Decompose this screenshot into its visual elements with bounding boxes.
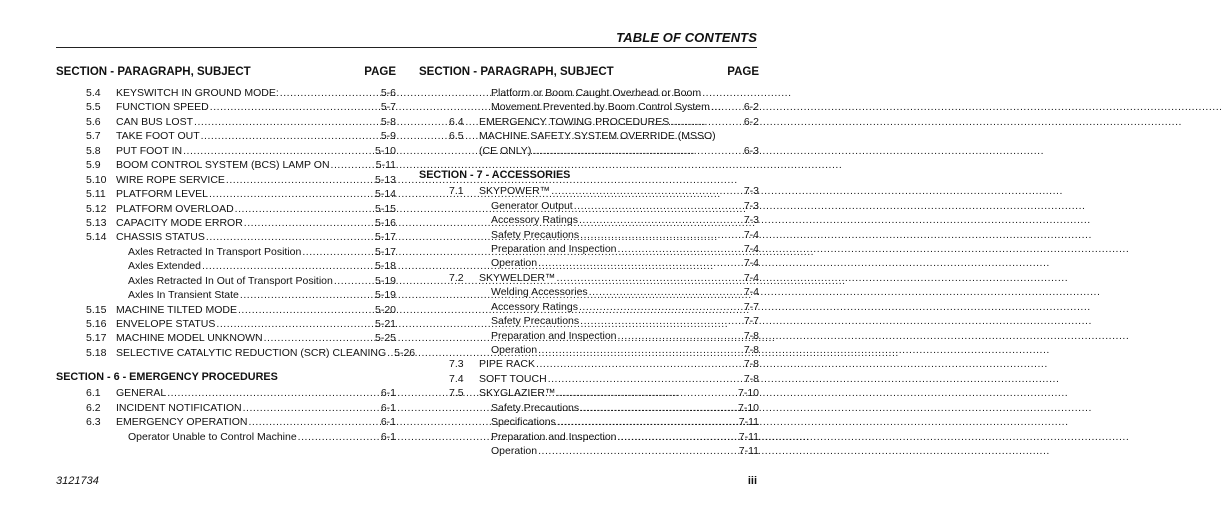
toc-entry[interactable]: [56, 158, 396, 172]
toc-entry-line: [491, 242, 759, 256]
toc-entry-page: 5-18: [374, 260, 396, 273]
toc-entry[interactable]: [419, 415, 759, 429]
toc-entry-title: SELECTIVE CATALYTIC REDUCTION (SCR) CLEANING: [116, 346, 387, 359]
toc-entry-page: 5-13: [374, 173, 396, 186]
toc-entry-number: 5.6: [86, 115, 101, 128]
dot-leader: [548, 372, 743, 386]
toc-entry-line: [116, 144, 396, 158]
toc-entry[interactable]: [56, 259, 396, 273]
toc-entry-page: 5-17: [374, 231, 396, 244]
toc-entry[interactable]: [419, 357, 759, 371]
toc-entry-page: 5-19: [374, 289, 396, 302]
toc-entry-number: 5.4: [86, 87, 101, 99]
toc-entry[interactable]: [56, 401, 396, 415]
toc-entry-line: [491, 415, 759, 429]
toc-column-right: [419, 64, 759, 459]
header-rule: [56, 47, 757, 48]
toc-entry-page: 5-26: [394, 346, 416, 359]
toc-entry-number: 5.8: [86, 144, 101, 157]
toc-entry-title: SKYWELDER™: [479, 271, 556, 284]
toc-entry-title: Safety Precautions: [491, 401, 580, 414]
toc-entry-page: 6-2: [743, 115, 759, 128]
toc-entry-line: [491, 314, 759, 328]
toc-entry-line: [116, 173, 396, 187]
toc-entry-line: [479, 115, 759, 129]
toc-entry[interactable]: [56, 386, 396, 400]
toc-entry[interactable]: [56, 288, 396, 302]
dot-leader: [331, 158, 375, 172]
dot-leader: [209, 187, 374, 201]
dot-leader: [538, 444, 738, 458]
dot-leader: [183, 144, 374, 158]
dot-leader: [557, 415, 738, 429]
dot-leader: [264, 331, 374, 345]
toc-entry-line: [479, 271, 759, 285]
toc-entry-line: [491, 86, 759, 100]
toc-entry-title: Accessory Ratings: [491, 300, 578, 313]
section-6-heading[interactable]: SECTION - 6 - EMERGENCY PROCEDURES: [56, 371, 278, 384]
toc-entry-title: Accessory Ratings: [491, 214, 578, 227]
column-header: [56, 64, 396, 80]
toc-entry-line: [116, 216, 396, 230]
toc-entry[interactable]: [56, 415, 396, 429]
toc-entry-line: [491, 401, 759, 415]
toc-entry-title: CHASSIS STATUS: [116, 231, 205, 244]
toc-entry-line: [116, 386, 396, 400]
toc-list-section6-cont: [419, 86, 759, 158]
toc-entry-number: 5.18: [86, 346, 107, 359]
toc-entry-line: [116, 346, 416, 360]
toc-entry-page: 7-4: [743, 271, 759, 284]
toc-entry-number: 7.4: [449, 372, 464, 385]
toc-entry-number: 5.12: [86, 202, 107, 215]
toc-entry[interactable]: [56, 216, 396, 230]
toc-entry-page: 6-2: [743, 101, 759, 114]
toc-entry-line: [491, 343, 759, 357]
toc-entry-title: MACHINE SAFETY SYSTEM OVERRIDE (MSSO): [479, 130, 716, 143]
toc-entry-title: Safety Precautions: [491, 228, 580, 241]
toc-entry-page: 7-11: [738, 445, 759, 458]
toc-entry[interactable]: [419, 430, 759, 444]
toc-entry-title: PIPE RACK: [479, 358, 536, 371]
toc-entry[interactable]: [56, 346, 416, 360]
toc-entry-title: Preparation and Inspection: [491, 242, 617, 255]
toc-entry-title: Generator Output: [491, 199, 573, 212]
toc-entry-title: MACHINE TILTED MODE: [116, 303, 237, 316]
toc-entry-line: [116, 86, 396, 100]
toc-entry-number: 5.13: [86, 216, 107, 229]
column-header: [419, 64, 759, 80]
dot-leader: [711, 100, 743, 114]
toc-entry-title: TAKE FOOT OUT: [116, 130, 200, 143]
toc-entry-title: Operation: [491, 445, 538, 458]
toc-entry[interactable]: [419, 213, 759, 227]
dot-leader: [334, 274, 374, 288]
toc-entry-title: Operation: [491, 344, 538, 356]
toc-entry-line: [491, 300, 759, 314]
toc-entry-number: 7.3: [449, 358, 464, 371]
dot-leader: [580, 228, 743, 242]
toc-entry-page: 7-4: [743, 286, 759, 299]
toc-entry-title: SKYPOWER™: [479, 185, 551, 198]
toc-entry-line: [116, 303, 396, 317]
toc-entry[interactable]: [419, 256, 759, 270]
toc-entry-title: Preparation and Inspection: [491, 430, 617, 443]
dot-leader: [579, 300, 743, 314]
toc-entry-page: 7-4: [743, 242, 759, 255]
toc-entry[interactable]: [419, 144, 759, 158]
toc-list-section5: [56, 86, 416, 360]
toc-entry-title: GENERAL: [116, 387, 167, 400]
toc-entry-page: 5-9: [380, 130, 396, 143]
toc-entry-title: Specifications: [491, 416, 556, 429]
toc-entry-line: [116, 317, 396, 331]
toc-entry[interactable]: [56, 144, 396, 158]
toc-entry-line: [128, 430, 396, 444]
toc-entry-title: CAPACITY MODE ERROR: [116, 216, 243, 229]
dot-leader: [556, 386, 737, 400]
toc-entry[interactable]: [419, 100, 759, 114]
toc-entry-line: [116, 115, 396, 129]
toc-entry[interactable]: [419, 228, 759, 242]
toc-entry-title: BOOM CONTROL SYSTEM (BCS) LAMP ON: [116, 159, 330, 172]
toc-list-section7: [419, 184, 759, 458]
toc-entry-title: Platform or Boom Caught Overhead or Boom: [491, 87, 702, 99]
toc-entry-line: [116, 158, 396, 172]
toc-entry-title: Operation: [491, 257, 538, 270]
toc-entry-number: 6.1: [86, 387, 101, 400]
toc-entry-title: Preparation and Inspection: [491, 329, 617, 342]
toc-entry-title: SOFT TOUCH: [479, 372, 547, 385]
toc-entry-page: 7-8: [743, 372, 759, 385]
dot-leader: [226, 173, 374, 187]
toc-entry-number: 5.5: [86, 101, 101, 114]
toc-entry-line: [479, 357, 759, 371]
toc-entry-number: 5.14: [86, 231, 107, 244]
dot-leader: [551, 184, 743, 198]
toc-entry-page: 6-1: [380, 401, 396, 414]
toc-entry-line: [479, 386, 759, 400]
toc-entry-line: [491, 100, 759, 114]
toc-entry-line: [116, 100, 396, 114]
toc-entry-page: 7-3: [743, 185, 759, 198]
toc-entry-page: 5-21: [374, 318, 396, 330]
dot-leader: [201, 129, 380, 143]
toc-entry-line: [128, 274, 396, 288]
toc-entry-line: [491, 213, 759, 227]
toc-entry[interactable]: [56, 187, 396, 201]
toc-entry-title: Movement Prevented by Boom Control System: [491, 101, 710, 114]
toc-entry-title: FUNCTION SPEED: [116, 101, 209, 114]
toc-entry-page: 6-1: [380, 430, 396, 443]
toc-entry-line: [491, 199, 759, 213]
dot-leader: [589, 285, 743, 299]
toc-entry-line: [491, 228, 759, 242]
toc-entry-page: 5-10: [374, 144, 396, 157]
toc-entry-line: [116, 230, 396, 244]
dot-leader: [298, 430, 380, 444]
toc-entry[interactable]: [56, 245, 396, 259]
toc-entry-number: 7.2: [449, 271, 464, 284]
toc-entry-title: Welding Accessories: [491, 286, 588, 299]
toc-entry-page: 7-4: [743, 228, 759, 241]
toc-entry-line: [128, 288, 396, 302]
toc-entry[interactable]: [56, 86, 396, 100]
toc-entry-page: 5-15: [374, 202, 396, 215]
toc-entry[interactable]: [419, 329, 759, 343]
dot-leader: [574, 199, 743, 213]
dot-leader: [216, 317, 374, 331]
toc-entry-line: [491, 285, 759, 299]
toc-entry[interactable]: [56, 230, 396, 244]
dot-leader: [579, 213, 743, 227]
toc-entry-line: [491, 430, 759, 444]
dot-leader: [248, 415, 379, 429]
toc-entry-page: 6-1: [380, 387, 396, 400]
page-header-title: TABLE OF CONTENTS: [616, 30, 757, 45]
toc-entry-page: 6-3: [743, 144, 759, 157]
toc-entry-line: [128, 259, 396, 273]
toc-entry[interactable]: [56, 202, 396, 216]
toc-entry-line: [116, 129, 396, 143]
section-7-heading[interactable]: SECTION - 7 - ACCESSORIES: [419, 169, 571, 182]
toc-entry-title: Axles Extended: [128, 260, 201, 273]
dot-leader: [580, 314, 743, 328]
dot-leader: [235, 202, 374, 216]
toc-entry[interactable]: [419, 242, 759, 256]
dot-leader: [387, 346, 393, 360]
dot-leader: [618, 430, 738, 444]
toc-list-section6: [56, 386, 396, 444]
toc-entry-title: MACHINE MODEL UNKNOWN: [116, 332, 263, 345]
toc-entry-page: 5-6: [380, 87, 396, 99]
dot-leader: [670, 115, 743, 129]
dot-leader: [240, 288, 374, 302]
toc-entry-page: 7-7: [743, 300, 759, 313]
toc-entry-title: KEYSWITCH IN GROUND MODE:: [116, 87, 279, 99]
toc-entry-page: 5-7: [380, 101, 396, 114]
toc-entry-title: CAN BUS LOST: [116, 115, 194, 128]
toc-entry-page: 5-11: [375, 159, 396, 172]
dot-leader: [210, 100, 380, 114]
toc-entry-line: [479, 129, 759, 143]
dot-leader: [536, 357, 743, 371]
toc-entry-number: 6.3: [86, 416, 101, 429]
toc-entry-line: [491, 256, 759, 270]
toc-entry-page: 5-16: [374, 216, 396, 229]
toc-entry[interactable]: [419, 115, 759, 129]
toc-entry-line: [479, 184, 759, 198]
dot-leader: [167, 386, 380, 400]
toc-entry[interactable]: [419, 401, 759, 415]
toc-entry-number: 5.15: [86, 303, 107, 316]
dot-leader: [302, 245, 374, 259]
dot-leader: [618, 242, 743, 256]
toc-entry[interactable]: [419, 184, 759, 198]
column-header-label: SECTION - PARAGRAPH, SUBJECT: [56, 66, 251, 78]
toc-entry-page: 7-8: [743, 344, 759, 356]
toc-entry-line: [116, 401, 396, 415]
toc-entry[interactable]: [56, 331, 396, 345]
dot-leader: [556, 271, 742, 285]
toc-entry[interactable]: [419, 86, 759, 100]
dot-leader: [243, 401, 380, 415]
dot-leader: [244, 216, 374, 230]
toc-entry-title: PUT FOOT IN: [116, 144, 183, 157]
dot-leader: [538, 343, 743, 357]
toc-entry[interactable]: [56, 317, 396, 331]
dot-leader: [238, 303, 374, 317]
toc-entry-page: 7-11: [738, 430, 759, 443]
toc-entry-line: [479, 144, 759, 158]
toc-entry-number: 5.9: [86, 159, 101, 172]
page-number: iii: [747, 475, 757, 487]
dot-leader: [538, 256, 743, 270]
toc-entry-page: 5-19: [374, 274, 396, 287]
toc-entry-number: 6.5: [449, 130, 464, 143]
toc-entry-page: 7-10: [737, 401, 759, 414]
column-header-page: PAGE: [364, 66, 396, 78]
toc-entry[interactable]: [56, 115, 396, 129]
dot-leader: [618, 329, 743, 343]
toc-entry[interactable]: [419, 372, 759, 386]
toc-entry-title: PLATFORM OVERLOAD: [116, 202, 234, 215]
toc-entry-line: [479, 372, 759, 386]
toc-entry[interactable]: [419, 129, 759, 143]
column-header-page: PAGE: [727, 66, 759, 78]
dot-leader: [194, 115, 380, 129]
dot-leader: [206, 230, 374, 244]
toc-entry[interactable]: [419, 271, 759, 285]
toc-entry-title: Axles In Transient State: [128, 289, 239, 302]
toc-entry[interactable]: [419, 285, 759, 299]
document-number: 3121734: [56, 475, 99, 487]
toc-entry[interactable]: [56, 274, 396, 288]
toc-entry-number: 5.16: [86, 318, 107, 330]
toc-entry-line: [128, 245, 396, 259]
toc-entry-page: 7-10: [737, 387, 759, 400]
toc-entry[interactable]: [419, 314, 759, 328]
toc-entry[interactable]: [419, 444, 759, 458]
toc-entry-page: 7-4: [743, 257, 759, 270]
toc-entry[interactable]: [56, 129, 396, 143]
toc-entry-number: 5.7: [86, 130, 101, 143]
toc-entry-page: 7-7: [743, 315, 759, 328]
toc-entry-line: [116, 331, 396, 345]
toc-entry-title: INCIDENT NOTIFICATION: [116, 401, 242, 414]
dot-leader: [532, 144, 743, 158]
toc-entry-line: [116, 187, 396, 201]
toc-entry[interactable]: [56, 173, 396, 187]
toc-entry-title: Safety Precautions: [491, 315, 580, 328]
toc-entry-title: Axles Retracted In Transport Position: [128, 245, 302, 258]
toc-entry-page: 7-11: [738, 416, 759, 429]
toc-entry-line: [491, 444, 759, 458]
toc-entry-number: 5.17: [86, 332, 107, 345]
toc-entry-title: ENVELOPE STATUS: [116, 318, 216, 330]
toc-entry-page: 5-20: [374, 303, 396, 316]
toc-entry-number: 7.1: [449, 185, 464, 198]
toc-entry-page: 6-1: [380, 416, 396, 429]
toc-entry[interactable]: [56, 100, 396, 114]
toc-entry-title: EMERGENCY TOWING PROCEDURES: [479, 115, 670, 128]
dot-leader: [202, 259, 374, 273]
toc-entry-line: [491, 329, 759, 343]
toc-entry-title: PLATFORM LEVEL: [116, 188, 208, 201]
toc-entry-page: 5-25: [374, 332, 396, 345]
toc-entry-number: 6.2: [86, 401, 101, 414]
toc-entry-title: WIRE ROPE SERVICE: [116, 173, 225, 186]
toc-entry-number: 5.10: [86, 173, 107, 186]
toc-entry-page: 7-8: [743, 329, 759, 342]
toc-entry-title: SKYGLAZIER™: [479, 387, 556, 400]
dot-leader: [580, 401, 737, 415]
toc-entry-number: 5.11: [86, 188, 106, 201]
toc-entry-line: [116, 415, 396, 429]
toc-entry[interactable]: [56, 430, 396, 444]
toc-entry-title: EMERGENCY OPERATION: [116, 416, 248, 429]
toc-entry-number: 7.5: [449, 387, 464, 400]
toc-entry-page: 5-14: [374, 188, 396, 201]
toc-entry-page: 5-8: [380, 115, 396, 128]
toc-entry-page: 7-3: [743, 199, 759, 212]
toc-entry-line: [116, 202, 396, 216]
toc-entry[interactable]: [419, 386, 759, 400]
toc-entry-page: 7-3: [743, 214, 759, 227]
column-header-label: SECTION - PARAGRAPH, SUBJECT: [419, 66, 614, 78]
toc-entry-title: Operator Unable to Control Machine: [128, 430, 297, 443]
toc-entry[interactable]: [419, 300, 759, 314]
toc-entry-number: 6.4: [449, 115, 464, 128]
toc-entry-page: 5-17: [374, 245, 396, 258]
toc-entry[interactable]: [419, 343, 759, 357]
toc-entry[interactable]: [419, 199, 759, 213]
dot-leader: [280, 86, 380, 100]
toc-entry-page: 7-8: [743, 358, 759, 371]
toc-entry-title: Axles Retracted In Out of Transport Position: [128, 274, 333, 287]
toc-entry[interactable]: [56, 303, 396, 317]
toc-column-left: [56, 64, 416, 444]
toc-entry-title: (CE ONLY): [479, 144, 532, 157]
